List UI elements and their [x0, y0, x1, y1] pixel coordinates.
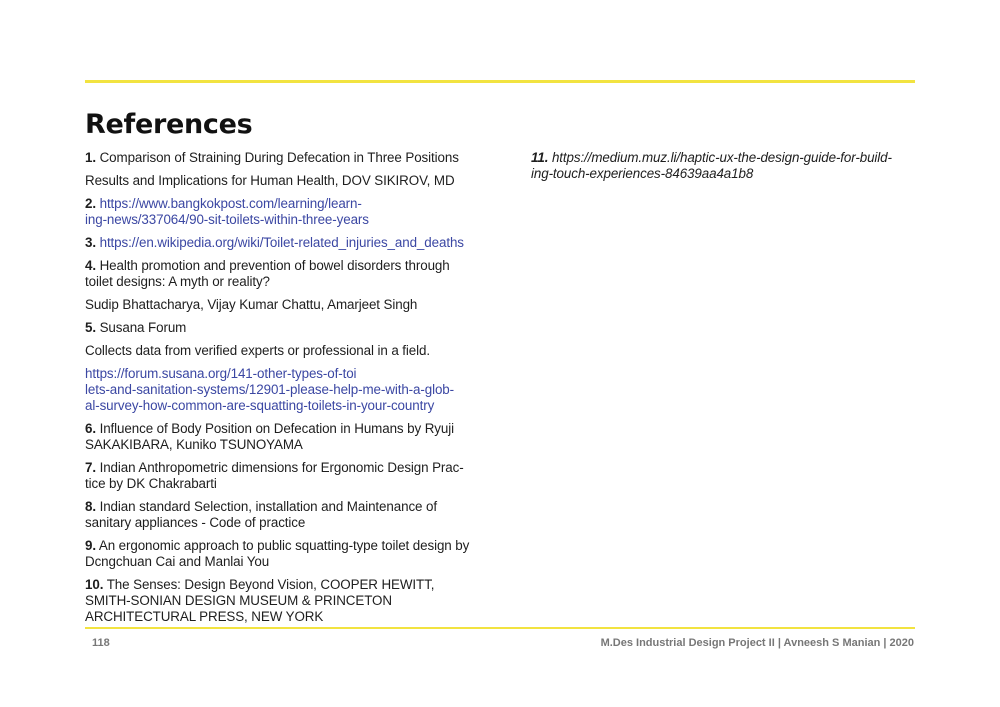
reference-5 [85, 320, 477, 336]
reference-5-link[interactable] [85, 366, 477, 414]
reference-2 [85, 196, 477, 228]
reference-number: 11. [531, 150, 549, 165]
reference-11-link-line-1[interactable]: https://medium.muz.li/haptic-ux-the-design-guide-for-build- [551, 150, 892, 165]
reference-4 [85, 258, 477, 290]
reference-1-continuation: Results and Implications for Human Health, DOV SIKIROV, MD [85, 173, 455, 188]
reference-number: 7. [85, 460, 96, 475]
reference-text: Comparison of Straining During Defecation in Three Positions [99, 150, 459, 165]
reference-4-authors: Sudip Bhattacharya, Vijay Kumar Chattu, Amarjeet Singh [85, 297, 418, 312]
top-accent-rule [85, 80, 915, 83]
reference-11 [531, 150, 923, 182]
references-left-column [85, 150, 477, 632]
reference-number: 5. [85, 320, 96, 335]
reference-number: 1. [85, 150, 96, 165]
reference-5-link-line-3[interactable]: al-survey-how-common-are-squatting-toilets-in-your-country [85, 398, 435, 413]
reference-number: 10. [85, 577, 104, 592]
reference-text: An ergonomic approach to public squatting-type toilet design by Dcngchuan Cai and Manlai You [85, 538, 470, 569]
reference-number: 2. [85, 196, 96, 211]
reference-6 [85, 421, 477, 453]
page-number: 118 [92, 637, 110, 649]
reference-number: 8. [85, 499, 96, 514]
reference-number: 6. [85, 421, 96, 436]
reference-text: Susana Forum [99, 320, 187, 335]
reference-3 [85, 235, 477, 251]
reference-9 [85, 538, 477, 570]
reference-1 [85, 150, 477, 166]
reference-text: Health promotion and prevention of bowel disorders through toilet designs: A myth or reality? [85, 258, 450, 289]
page-title: References [85, 109, 253, 140]
reference-2-link-line-2[interactable]: ing-news/337064/90-sit-toilets-within-three-years [85, 212, 369, 227]
reference-text: Influence of Body Position on Defecation in Humans by Ryuji SAKAKIBARA, Kuniko TSUNOYAMA [85, 421, 454, 452]
reference-3-link[interactable]: https://en.wikipedia.org/wiki/Toilet-related_injuries_and_deaths [99, 235, 464, 250]
reference-number: 3. [85, 235, 96, 250]
reference-text: Indian Anthropometric dimensions for Ergonomic Design Prac-tice by DK Chakrabarti [85, 460, 464, 491]
reference-number: 4. [85, 258, 96, 273]
bottom-accent-rule [85, 627, 915, 629]
footer-credits: M.Des Industrial Design Project II | Avneesh S Manian | 2020 [600, 637, 914, 649]
reference-2-link-line-1[interactable]: https://www.bangkokpost.com/learning/learn- [99, 196, 362, 211]
reference-10 [85, 577, 477, 625]
references-right-column [531, 150, 923, 189]
reference-text: Indian standard Selection, installation and Maintenance of sanitary appliances - Code of practice [85, 499, 437, 530]
reference-number: 9. [85, 538, 96, 553]
reference-5-link-line-2[interactable]: lets-and-sanitation-systems/12901-please-help-me-with-a-glob- [85, 382, 455, 397]
reference-5-link-line-1[interactable]: https://forum.susana.org/141-other-types-of-toi [85, 366, 357, 381]
reference-11-link-line-2[interactable]: ing-touch-experiences-84639aa4a1b8 [531, 166, 754, 181]
reference-8 [85, 499, 477, 531]
reference-5-description: Collects data from verified experts or professional in a field. [85, 343, 430, 358]
reference-text: The Senses: Design Beyond Vision, COOPER HEWITT, SMITH-SONIAN DESIGN MUSEUM & PRINCETON ARCHITECTURAL PRESS, NEW YORK [85, 577, 435, 624]
reference-7 [85, 460, 477, 492]
